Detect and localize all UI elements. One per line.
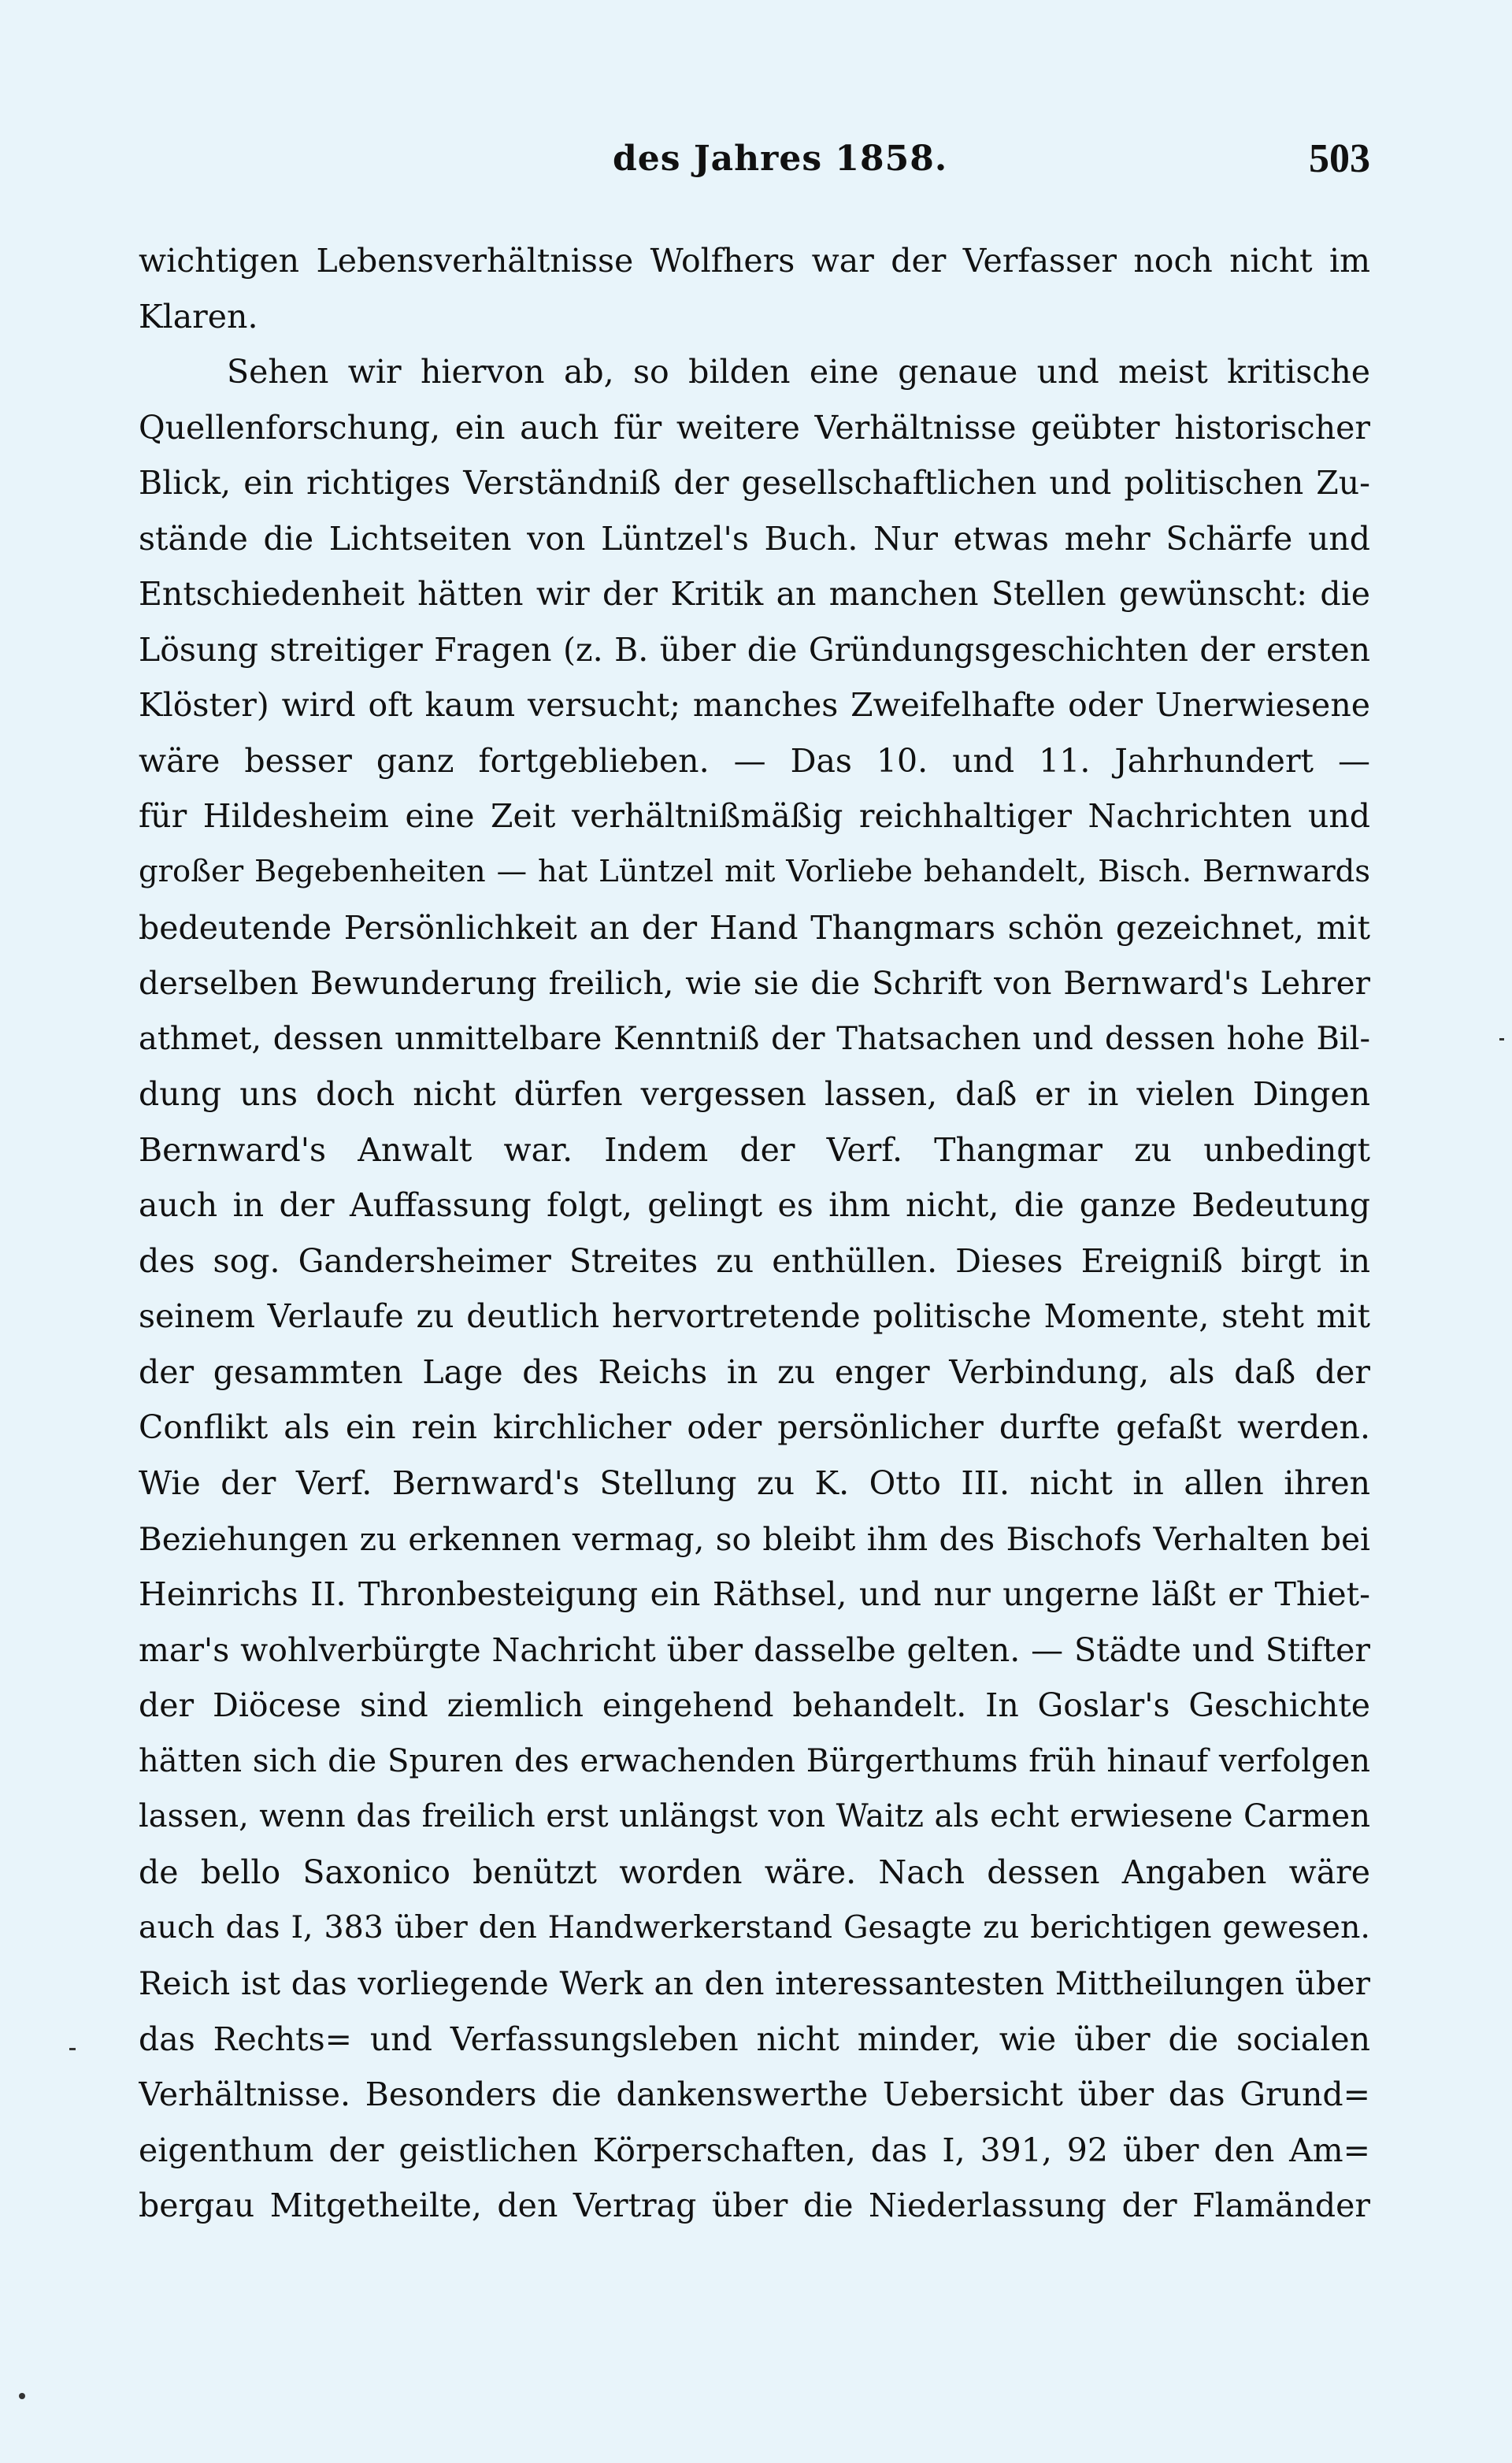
running-header xyxy=(139,135,1370,191)
text-line: Beziehungen zu erkennen vermag, so bleibt ihm des Bischofs Verhalten bei xyxy=(139,1519,1370,1558)
text-line: Bernward's Anwalt war. Indem der Verf. Thangmar zu unbedingt xyxy=(139,1130,1370,1169)
page-number: 503 xyxy=(1309,136,1370,181)
text-line: mar's wohlverbürgte Nachricht über dasselbe gelten. — Städte und Stifter xyxy=(139,1630,1370,1669)
text-line: athmet, dessen unmittelbare Kenntniß der Thatsachen und dessen hohe Bil- xyxy=(139,1020,1370,1057)
scan-speck xyxy=(19,2393,25,2399)
text-line: das Rechts= und Verfassungsleben nicht minder, wie über die socialen xyxy=(139,2020,1370,2058)
scan-speck xyxy=(69,2048,76,2050)
text-line: seinem Verlaufe zu deutlich hervortretende politische Momente, steht mit xyxy=(139,1297,1370,1336)
text-line: Klaren. xyxy=(139,297,258,336)
text-line: wichtigen Lebensverhältnisse Wolfhers war der Verfasser noch nicht im xyxy=(139,242,1370,280)
paragraph-start-line: Sehen wir hiervon ab, so bilden eine genaue und meist kritische xyxy=(227,353,1370,391)
text-line: Wie der Verf. Bernward's Stellung zu K. Otto III. nicht in allen ihren xyxy=(139,1464,1370,1503)
text-line: de bello Saxonico benützt worden wäre. Nach dessen Angaben wäre xyxy=(139,1853,1370,1891)
text-line: dung uns doch nicht dürfen vergessen lassen, daß er in vielen Dingen xyxy=(139,1075,1370,1114)
text-line: bergau Mitgetheilte, den Vertrag über die Niederlassung der Flamänder xyxy=(139,2187,1370,2225)
text-line: Reich ist das vorliegende Werk an den interessantesten Mittheilungen über xyxy=(139,1964,1370,2002)
text-line: lassen, wenn das freilich erst unlängst von Waitz als echt erwiesene Carmen xyxy=(139,1798,1370,1835)
running-title: des Jahres 1858. xyxy=(613,139,948,179)
text-line: Heinrichs II. Thronbesteigung ein Räthsel, und nur ungerne läßt er Thiet- xyxy=(139,1575,1370,1614)
text-line: bedeutende Persönlichkeit an der Hand Thangmars schön gezeichnet, mit xyxy=(139,908,1370,947)
text-line: eigenthum der geistlichen Körperschaften, das I, 391, 92 über den Am= xyxy=(139,2131,1370,2169)
text-line: der gesammten Lage des Reichs in zu enger Verbindung, als daß der xyxy=(139,1352,1370,1391)
text-line: Entschiedenheit hätten wir der Kritik an manchen Stellen gewünscht: die xyxy=(139,575,1370,614)
text-line: Conflikt als ein rein kirchlicher oder persönlicher durfte gefaßt werden. xyxy=(139,1408,1370,1447)
text-line: des sog. Gandersheimer Streites zu enthüllen. Dieses Ereigniß birgt in xyxy=(139,1241,1370,1280)
text-line: auch das I, 383 über den Handwerkerstand Gesagte zu berichtigen gewesen. xyxy=(139,1909,1370,1946)
text-line: Blick, ein richtiges Verständniß der gesellschaftlichen und politischen Zu- xyxy=(139,464,1370,503)
text-line: Quellenforschung, ein auch für weitere Verhältnisse geübter historischer xyxy=(139,408,1370,447)
text-line: derselben Bewunderung freilich, wie sie die Schrift von Bernward's Lehrer xyxy=(139,964,1370,1003)
text-line: für Hildesheim eine Zeit verhältnißmäßig reichhaltiger Nachrichten und xyxy=(139,797,1370,836)
text-line: Klöster) wird oft kaum versucht; manches Zweifelhafte oder Unerwiesene xyxy=(139,686,1370,725)
body-text xyxy=(139,233,1370,2234)
text-line: der Diöcese sind ziemlich eingehend behandelt. In Goslar's Geschichte xyxy=(139,1686,1370,1725)
text-line: hätten sich die Spuren des erwachenden Bürgerthums früh hinauf verfolgen xyxy=(139,1742,1370,1779)
text-line: Verhältnisse. Besonders die dankenswerthe Uebersicht über das Grund= xyxy=(139,2075,1370,2114)
text-line: großer Begebenheiten — hat Lüntzel mit Vorliebe behandelt, Bisch. Bernwards xyxy=(139,854,1370,890)
scan-speck xyxy=(1499,1038,1504,1040)
text-line: stände die Lichtseiten von Lüntzel's Buch. Nur etwas mehr Schärfe und xyxy=(139,519,1370,558)
text-line: auch in der Auffassung folgt, gelingt es ihm nicht, die ganze Bedeutung xyxy=(139,1186,1370,1225)
text-line: wäre besser ganz fortgeblieben. — Das 10. und 11. Jahrhundert — xyxy=(139,741,1370,780)
text-line: Lösung streitiger Fragen (z. B. über die Gründungsgeschichten der ersten xyxy=(139,630,1370,669)
